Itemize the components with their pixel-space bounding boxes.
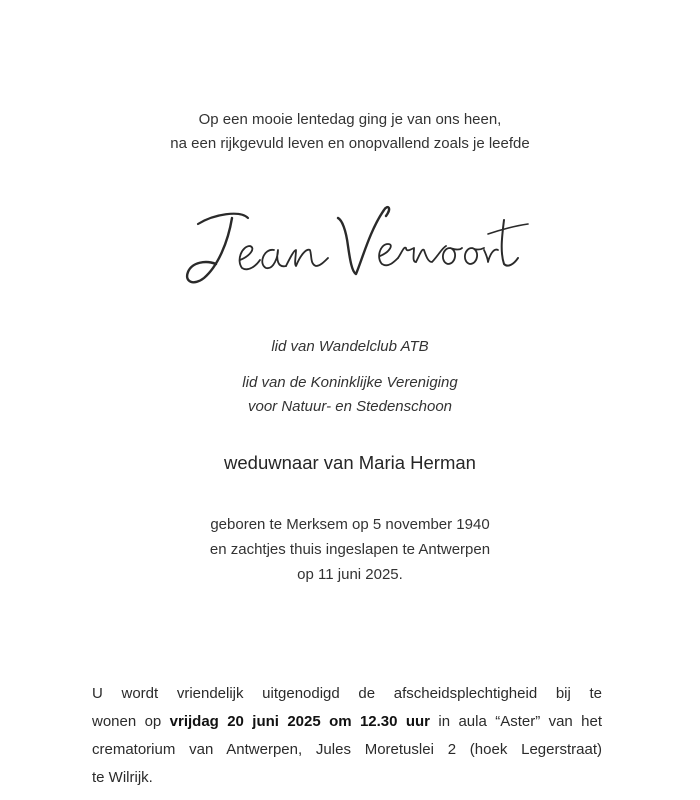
membership-walking-club: lid van Wandelclub ATB xyxy=(271,338,429,355)
life-dates xyxy=(0,512,700,587)
signature-letter-J xyxy=(198,214,248,224)
signature-letter-n xyxy=(286,250,328,266)
invitation-line-3: crematorium van Antwerpen, Jules Moretuslei 2 (hoek Legerstraat) xyxy=(92,741,602,758)
membership-society-line-2: voor Natuur- en Stedenschoon xyxy=(247,398,453,415)
invitation-line-2-post: in aula “Aster” van het xyxy=(430,713,602,730)
deceased-name-signature xyxy=(170,190,530,300)
invitation-line-4: te Wilrijk. xyxy=(92,769,153,786)
signature-letter-r xyxy=(398,248,416,262)
invitation-line-1: U wordt vriendelijk uitgenodigd de afscheidsplechtigheid bij te xyxy=(92,685,602,702)
intro-line-1: Op een mooie lentedag ging je van ons heen, xyxy=(198,111,502,128)
signature-letter-e xyxy=(240,246,260,269)
ceremony-invitation xyxy=(92,680,602,792)
signature-letter-v xyxy=(416,246,446,262)
birth-line: geboren te Merksem op 5 november 1940 xyxy=(210,516,490,533)
intro-text xyxy=(0,108,700,156)
spouse-line: weduwnaar van Maria Herman xyxy=(224,452,476,473)
membership-society-line-1: lid van de Koninklijke Vereniging xyxy=(242,374,458,391)
signature-letter-r2 xyxy=(484,250,498,262)
death-line-1: en zachtjes thuis ingeslapen te Antwerpen xyxy=(209,541,491,558)
membership-society xyxy=(0,371,700,419)
death-line-2: op 11 juni 2025. xyxy=(297,566,403,583)
signature-letter-o xyxy=(443,248,462,264)
signature-letter-a xyxy=(262,250,286,268)
invitation-line-2-pre: wonen op xyxy=(92,713,170,730)
ceremony-datetime: vrijdag 20 juni 2025 om 12.30 uur xyxy=(169,713,431,730)
memberships xyxy=(0,336,700,419)
signature-letter-e2 xyxy=(379,244,398,265)
invitation-line-2 xyxy=(92,708,602,736)
intro-line-2: na een rijkgevuld leven en onopvallend zoals je leefde xyxy=(170,135,530,152)
signature-letter-o2 xyxy=(465,248,484,264)
